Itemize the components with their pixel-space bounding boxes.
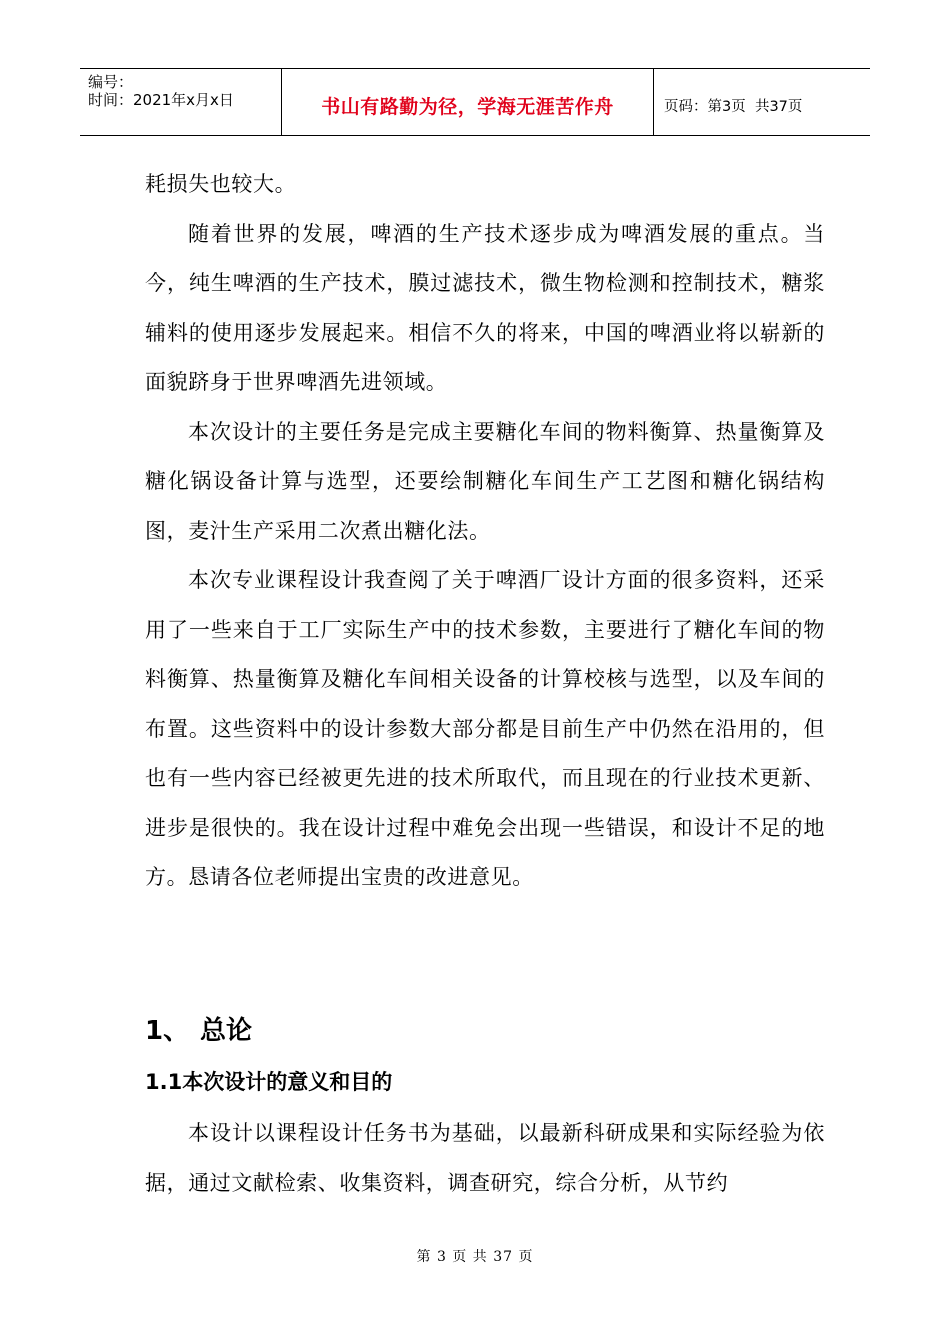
header-motto-cell xyxy=(282,69,654,135)
document-time-label: 时间：2021年x月x日 xyxy=(88,91,234,109)
paragraph-design-task: 本次设计的主要任务是完成主要糖化车间的物料衡算、热量衡算及糖化锅设备计算与选型，还要绘制糖化车间生产工艺图和糖化锅结构图，麦汁生产采用二次煮出糖化法。 xyxy=(145,419,825,543)
section-title: 总论 xyxy=(200,1016,253,1046)
header-motto: 书山有路勤为径，学海无涯苦作舟 xyxy=(321,95,614,118)
paragraph-continuation: 耗损失也较大。 xyxy=(145,172,297,196)
section-number: 1、 xyxy=(145,1016,190,1046)
section-heading-1 xyxy=(145,1010,252,1047)
page-header xyxy=(80,68,870,136)
page-footer: 第 3 页 共 37 页 xyxy=(416,1249,534,1265)
document-number-label: 编号： xyxy=(88,73,134,91)
header-meta xyxy=(80,69,282,135)
subsection-body xyxy=(145,1109,825,1208)
paragraph-design-notes: 本次专业课程设计我查阅了关于啤酒厂设计方面的很多资料，还采用了一些来自于工厂实际生产中的技术参数，主要进行了糖化车间的物料衡算、热量衡算及糖化车间相关设备的计算校核与选型，以及车间的布置。这些资料中的设计参数大部分都是目前生产中仍然在沿用的，但也有一些内容已经被更先进的技术所取代，而且现在的行业技术更新、进步是很快的。我在设计过程中难免会出现一些错误，和设计不足的地方。恳请各位老师提出宝贵的改进意见。 xyxy=(145,568,825,889)
header-page-info: 页码：第3页 共37页 xyxy=(664,98,803,115)
body-text xyxy=(145,160,825,903)
subsection-heading-1-1: 1.1本次设计的意义和目的 xyxy=(145,1070,393,1094)
paragraph-design-purpose: 本设计以课程设计任务书为基础，以最新科研成果和实际经验为依据，通过文献检索、收集资料，调查研究，综合分析，从节约 xyxy=(145,1121,825,1195)
header-page-cell xyxy=(654,69,870,135)
paragraph-development: 随着世界的发展，啤酒的生产技术逐步成为啤酒发展的重点。当今，纯生啤酒的生产技术，膜过滤技术，微生物检测和控制技术，糖浆辅料的使用逐步发展起来。相信不久的将来，中国的啤酒业将以崭新的面貌跻身于世界啤酒先进领域。 xyxy=(145,221,825,394)
